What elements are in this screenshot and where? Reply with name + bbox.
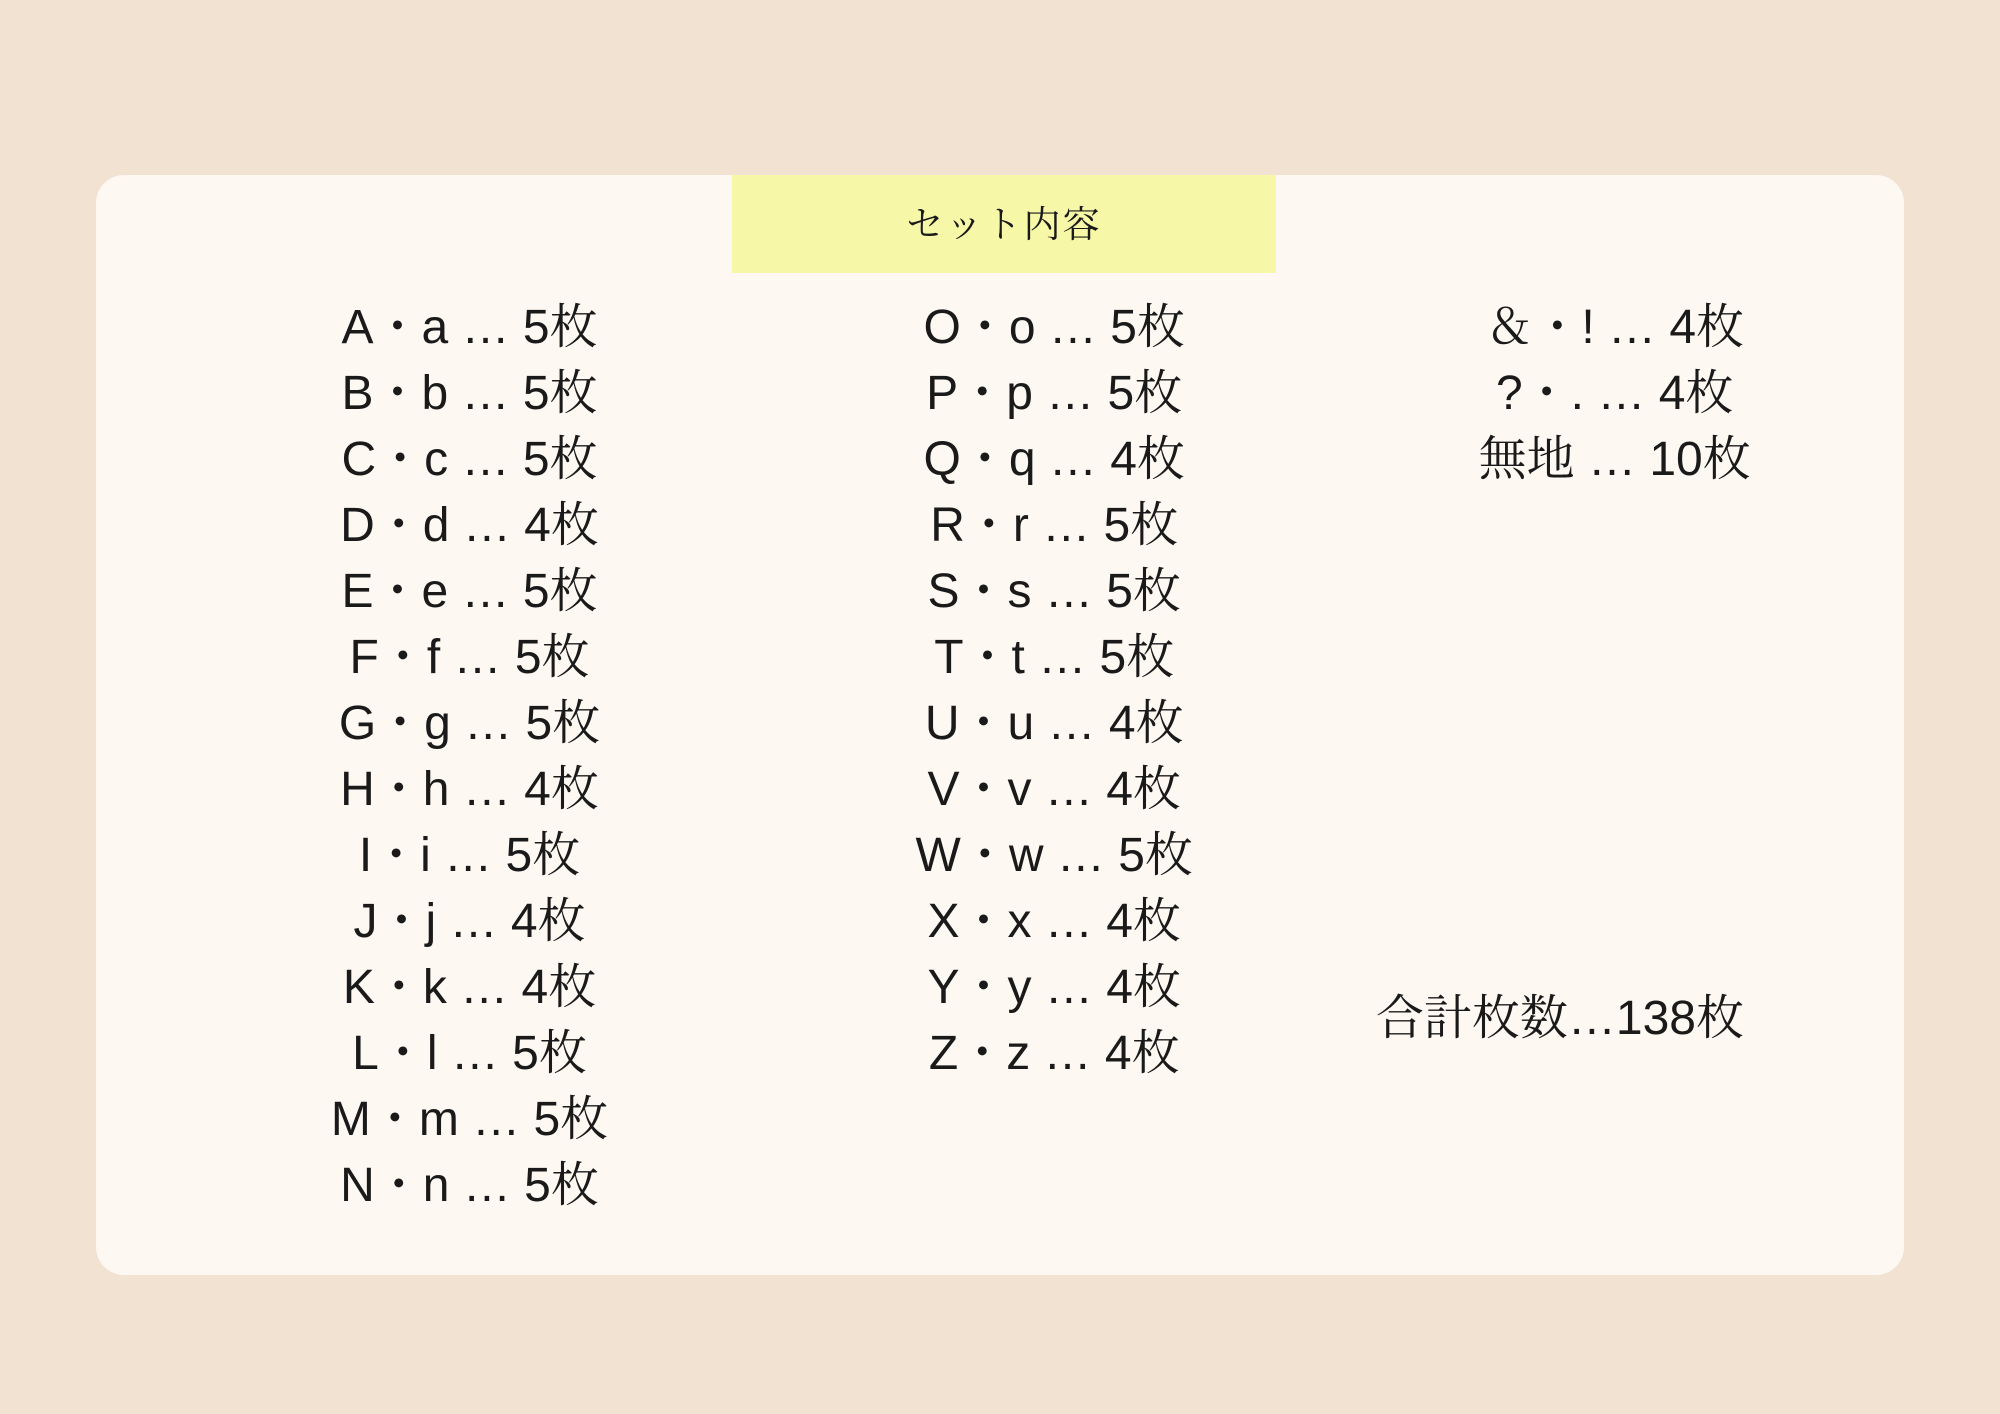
list-item: Z・z … 4枚 — [928, 1027, 1180, 1081]
list-item: C・c … 5枚 — [341, 433, 598, 487]
list-item: K・k … 4枚 — [342, 961, 597, 1015]
list-item: V・v … 4枚 — [927, 763, 1181, 817]
list-item: U・u … 4枚 — [924, 697, 1184, 751]
column-symbols-and-blank — [1325, 295, 1904, 493]
list-item: R・r … 5枚 — [930, 499, 1179, 553]
list-item: 無地 … 10枚 — [1478, 433, 1751, 487]
list-item: O・o … 5枚 — [923, 301, 1185, 355]
list-item: Q・q … 4枚 — [923, 433, 1185, 487]
total-count: 合計枚数…138枚 — [1375, 992, 1744, 1045]
list-item: N・n … 5枚 — [340, 1159, 599, 1213]
list-item: F・f … 5枚 — [349, 631, 590, 685]
set-contents-card — [96, 175, 1904, 1275]
list-item: B・b … 5枚 — [341, 367, 598, 421]
list-item: I・i … 5枚 — [358, 829, 581, 883]
list-item: E・e … 5枚 — [341, 565, 598, 619]
column-alphabet-a-n — [96, 295, 783, 1219]
list-item: A・a … 5枚 — [341, 301, 598, 355]
list-item: P・p … 5枚 — [926, 367, 1183, 421]
list-item: M・m … 5枚 — [330, 1093, 609, 1147]
list-item: W・w … 5枚 — [915, 829, 1193, 883]
list-item: S・s … 5枚 — [927, 565, 1181, 619]
list-item: H・h … 4枚 — [340, 763, 599, 817]
list-item: ＆・! … 4枚 — [1485, 301, 1745, 355]
list-item: T・t … 5枚 — [934, 631, 1175, 685]
list-item: D・d … 4枚 — [340, 499, 599, 553]
list-item: L・l … 5枚 — [352, 1027, 587, 1081]
column-alphabet-o-z — [783, 295, 1325, 1087]
contents-columns — [96, 295, 1904, 1219]
list-item: ?・. … 4枚 — [1495, 367, 1734, 421]
title-banner — [732, 175, 1276, 273]
list-item: X・x … 4枚 — [927, 895, 1181, 949]
list-item: J・j … 4枚 — [353, 895, 586, 949]
list-item: G・g … 5枚 — [338, 697, 601, 751]
page-title: セット内容 — [906, 203, 1102, 245]
list-item: Y・y … 4枚 — [927, 961, 1181, 1015]
